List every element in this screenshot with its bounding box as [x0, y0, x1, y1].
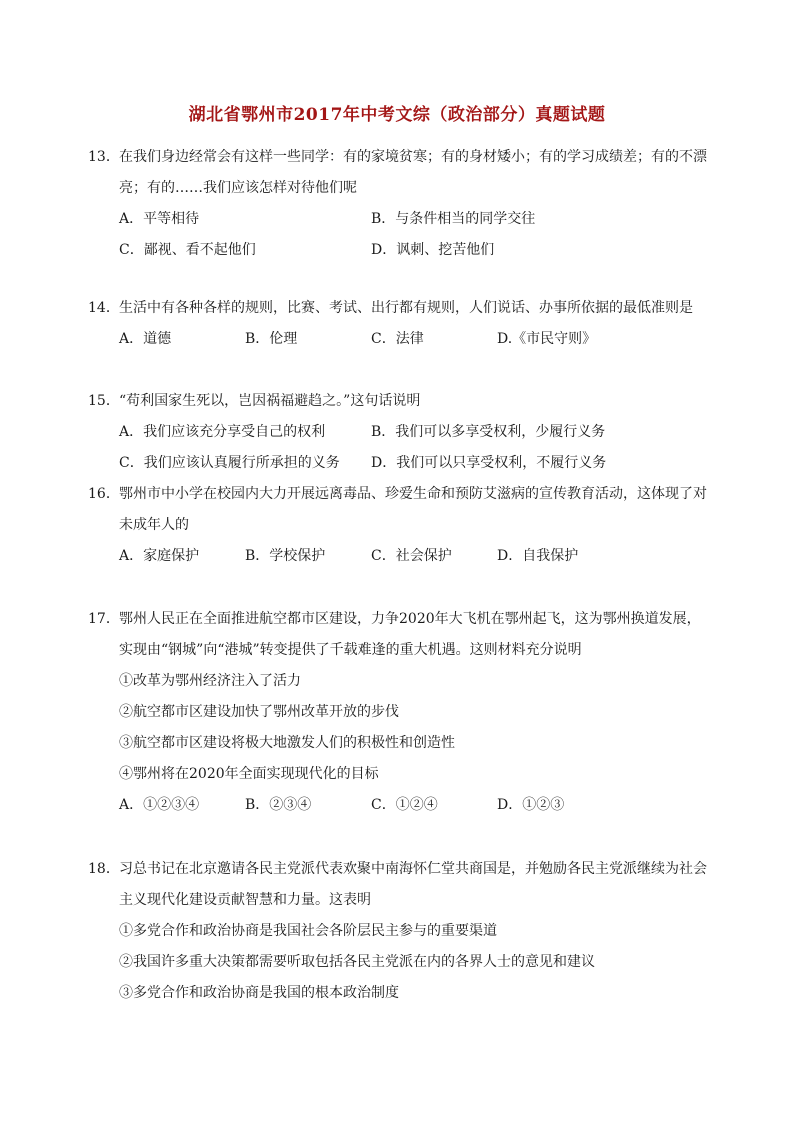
option-c: C．鄙视、看不起他们 — [119, 242, 256, 258]
question-stem — [88, 386, 708, 417]
question-number: 15． — [88, 393, 120, 409]
question-number: 16． — [88, 486, 120, 502]
option-c: C．社会保护 — [371, 548, 452, 564]
question-text: 在我们身边经常会有这样一些同学：有的家境贫寒；有的身材矮小；有的学习成绩差；有的不漂亮；有的……我们应该怎样对待他们呢 — [119, 149, 707, 196]
option-c: C．法律 — [371, 331, 424, 347]
option-d: D．自我保护 — [497, 548, 579, 564]
option-d: D.《市民守则》 — [497, 331, 597, 347]
option-b: B．与条件相当的同学交往 — [371, 211, 536, 227]
statement-2: ②我国许多重大决策都需要听取包括各民主党派在内的各界人士的意见和建议 — [119, 954, 595, 970]
question-17 — [88, 604, 708, 821]
question-13 — [88, 142, 708, 266]
option-d: D．①②③ — [497, 797, 565, 813]
page-title: 湖北省鄂州市2017年中考文综（政治部分）真题试题 — [188, 105, 606, 125]
statement-2: ②航空都市区建设加快了鄂州改革开放的步伐 — [119, 704, 399, 720]
question-stem — [88, 854, 708, 916]
options-row — [88, 417, 708, 448]
option-d: D．我们可以只享受权利，不履行义务 — [371, 455, 607, 471]
options-row — [88, 324, 708, 355]
question-stem — [88, 293, 708, 324]
options-row — [88, 235, 708, 266]
statement-1: ①改革为鄂州经济注入了活力 — [119, 673, 301, 689]
option-a: A．平等相待 — [119, 211, 200, 227]
question-stem — [88, 604, 708, 666]
statement-3: ③多党合作和政治协商是我国的根本政治制度 — [119, 985, 399, 1001]
option-b: B．伦理 — [245, 331, 298, 347]
question-stem — [88, 479, 708, 541]
question-18 — [88, 854, 708, 1009]
option-a: A．我们应该充分享受自己的权利 — [119, 424, 326, 440]
option-b: B．②③④ — [245, 797, 312, 813]
statement-1: ①多党合作和政治协商是我国社会各阶层民主参与的重要渠道 — [119, 923, 497, 939]
question-text: “苟利国家生死以，岂因祸福避趋之。”这句话说明 — [119, 393, 421, 409]
option-a: A．①②③④ — [119, 797, 200, 813]
question-14 — [88, 293, 708, 355]
question-number: 18． — [88, 861, 120, 877]
question-text: 生活中有各种各样的规则，比赛、考试、出行都有规则，人们说话、办事所依据的最低准则是 — [119, 300, 693, 316]
option-c: C．①②④ — [371, 797, 438, 813]
option-b: B．我们可以多享受权利，少履行义务 — [371, 424, 606, 440]
option-c: C．我们应该认真履行所承担的义务 — [119, 455, 340, 471]
question-text: 鄂州人民正在全面推进航空都市区建设，力争2020年大飞机在鄂州起飞，这为鄂州换道发展，实现由“钢城”向“港城”转变提供了千载难逢的重大机遇。这则材料充分说明 — [119, 611, 701, 658]
question-stem — [88, 142, 708, 204]
statement-3: ③航空都市区建设将极大地激发人们的积极性和创造性 — [119, 735, 455, 751]
options-row — [88, 541, 708, 572]
option-a: A．道德 — [119, 331, 172, 347]
question-16 — [88, 479, 708, 572]
question-text: 鄂州市中小学在校园内大力开展远离毒品、珍爱生命和预防艾滋病的宣传教育活动，这体现了对未成年人的 — [119, 486, 707, 533]
option-a: A．家庭保护 — [119, 548, 200, 564]
question-15 — [88, 386, 708, 479]
options-row — [88, 790, 708, 821]
option-d: D．讽刺、挖苦他们 — [371, 242, 495, 258]
question-text: 习总书记在北京邀请各民主党派代表欢聚中南海怀仁堂共商国是，并勉励各民主党派继续为社会主义现代化建设贡献智慧和力量。这表明 — [119, 861, 707, 908]
statement-4: ④鄂州将在2020年全面实现现代化的目标 — [119, 766, 379, 782]
options-row — [88, 204, 708, 235]
question-number: 14． — [88, 300, 120, 316]
option-b: B．学校保护 — [245, 548, 326, 564]
question-number: 13． — [88, 149, 120, 165]
question-number: 17． — [88, 611, 120, 627]
options-row — [88, 448, 708, 479]
